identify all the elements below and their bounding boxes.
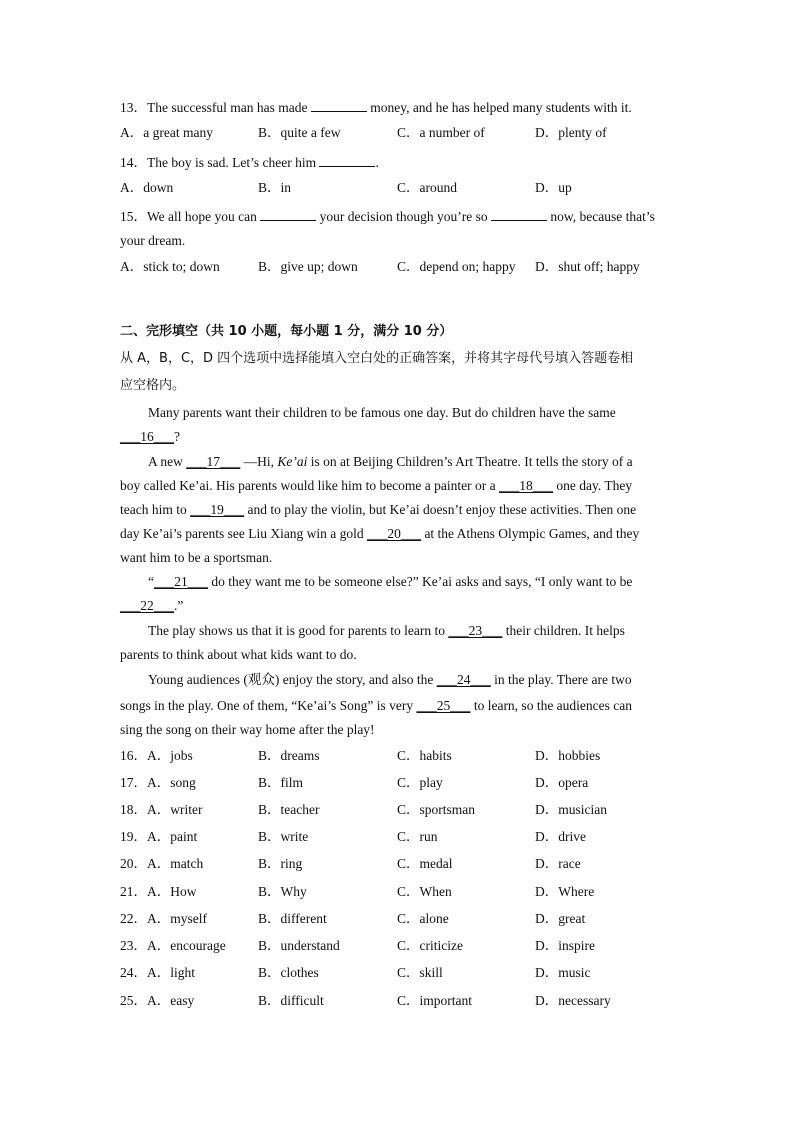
q15-option-a: A．stick to; down: [120, 259, 220, 274]
blank-22: ___22___: [120, 598, 174, 613]
cloze-option: 20．A．match: [120, 856, 204, 871]
cloze-option: C．When: [397, 884, 452, 899]
cloze-option: 25．A．easy: [120, 993, 195, 1008]
passage-line: parents to think about what kids want to do.: [120, 647, 357, 662]
cloze-option: B．Why: [258, 884, 307, 899]
q15-option-c: C．depend on; happy: [397, 259, 516, 274]
blank-23: ___23___: [448, 623, 503, 638]
cloze-option: D．musician: [535, 802, 607, 817]
blank-19: ___19___: [190, 502, 245, 517]
cloze-option: 23．A．encourage: [120, 938, 226, 953]
q13-option-b: B．quite a few: [258, 125, 341, 140]
blank-21: ___21___: [154, 574, 208, 589]
passage-line: Young audiences (观众) enjoy the story, and also the ___24___ in the play. There are two: [148, 672, 632, 687]
answer-blank: [491, 206, 547, 221]
q14-option-d: D．up: [535, 180, 572, 195]
question-15-stem: 15．We all hope you can your decision though you’re so now, because that’s: [120, 206, 655, 226]
passage-line: songs in the play. One of them, “Ke’ai’s Song” is very ___25___ to learn, so the audiences can: [120, 698, 633, 713]
passage-line: Many parents want their children to be famous one day. But do children have the same: [148, 405, 616, 420]
blank-25: ___25___: [416, 698, 471, 713]
cloze-option: D．drive: [535, 829, 586, 844]
cloze-option: C．habits: [397, 748, 452, 763]
cloze-option: D．inspire: [535, 938, 595, 953]
q14-option-b: B．in: [258, 180, 292, 195]
passage-line: day Ke’ai’s parents see Liu Xiang win a gold ___20___ at the Athens Olympic Games, and they: [120, 526, 640, 541]
cloze-option: C．play: [397, 775, 443, 790]
cloze-option: 21．A．How: [120, 884, 197, 899]
blank-16: ___16___: [120, 429, 174, 444]
cloze-option: D．necessary: [535, 993, 611, 1008]
cloze-option: B．difficult: [258, 993, 324, 1008]
answer-blank: [260, 206, 316, 221]
cloze-option: B．teacher: [258, 802, 320, 817]
cloze-option: 22．A．myself: [120, 911, 207, 926]
cloze-option: B．understand: [258, 938, 340, 953]
q14-option-c: C．around: [397, 180, 457, 195]
passage-line: The play shows us that it is good for parents to learn to ___23___ their children. It helps: [148, 623, 625, 638]
cloze-option: 17．A．song: [120, 775, 196, 790]
answer-blank: [311, 97, 367, 112]
cloze-option: 19．A．paint: [120, 829, 198, 844]
cloze-option: D．race: [535, 856, 581, 871]
section-instruction-cont: 应空格内。: [120, 378, 186, 393]
q13-option-d: D．plenty of: [535, 125, 607, 140]
cloze-option: C．sportsman: [397, 802, 476, 817]
q14-option-a: A．down: [120, 180, 174, 195]
question-13-stem: 13．The successful man has made money, and he has helped many students with it.: [120, 97, 632, 117]
cloze-option: 24．A．light: [120, 965, 196, 980]
cloze-option: B．write: [258, 829, 309, 844]
cloze-option: C．alone: [397, 911, 449, 926]
passage-line: ___16___?: [120, 429, 180, 444]
blank-17: ___17___: [186, 454, 241, 469]
blank-20: ___20___: [367, 526, 422, 541]
q15-option-d: D．shut off; happy: [535, 259, 640, 274]
cloze-option: 16．A．jobs: [120, 748, 193, 763]
question-14-stem: 14．The boy is sad. Let’s cheer him .: [120, 152, 379, 172]
cloze-option: C．skill: [397, 965, 443, 980]
answer-blank: [319, 152, 375, 167]
section-instruction: 从 A，B，C，D 四个选项中选择能填入空白处的正确答案，并将其字母代号填入答题卷相: [120, 351, 634, 366]
cloze-option: C．criticize: [397, 938, 463, 953]
blank-24: ___24___: [436, 672, 491, 687]
cloze-option: C．important: [397, 993, 472, 1008]
q13-option-c: C．a number of: [397, 125, 485, 140]
section-heading: 二、完形填空（共 10 小题，每小题 1 分，满分 10 分）: [120, 324, 453, 339]
q13-option-a: A．a great many: [120, 125, 213, 140]
cloze-option: B．film: [258, 775, 304, 790]
passage-line: teach him to ___19___ and to play the violin, but Ke’ai doesn’t enjoy these activities. Then one: [120, 502, 637, 517]
cloze-option: D．great: [535, 911, 586, 926]
cloze-option: D．music: [535, 965, 591, 980]
cloze-option: C．run: [397, 829, 438, 844]
cloze-option: 18．A．writer: [120, 802, 203, 817]
passage-line: “___21___ do they want me to be someone else?” Ke’ai asks and says, “I only want to be: [148, 574, 633, 589]
blank-18: ___18___: [499, 478, 554, 493]
cloze-option: D．Where: [535, 884, 595, 899]
cloze-option: B．different: [258, 911, 327, 926]
cloze-option: D．opera: [535, 775, 589, 790]
passage-line: ___22___.”: [120, 598, 184, 613]
cloze-option: C．medal: [397, 856, 453, 871]
cloze-option: B．clothes: [258, 965, 319, 980]
question-15-stem-cont: your dream.: [120, 233, 186, 248]
q15-option-b: B．give up; down: [258, 259, 358, 274]
passage-line: want him to be a sportsman.: [120, 550, 273, 565]
cloze-option: B．dreams: [258, 748, 320, 763]
cloze-option: B．ring: [258, 856, 303, 871]
play-title: Ke’ai: [277, 454, 308, 469]
passage-line: boy called Ke’ai. His parents would like him to become a painter or a ___18___ one day. They: [120, 478, 633, 493]
cloze-option: D．hobbies: [535, 748, 601, 763]
passage-line: A new ___17___ —Hi, Ke’ai is on at Beijing Children’s Art Theatre. It tells the story of a: [148, 454, 633, 469]
passage-line: sing the song on their way home after the play!: [120, 722, 375, 737]
